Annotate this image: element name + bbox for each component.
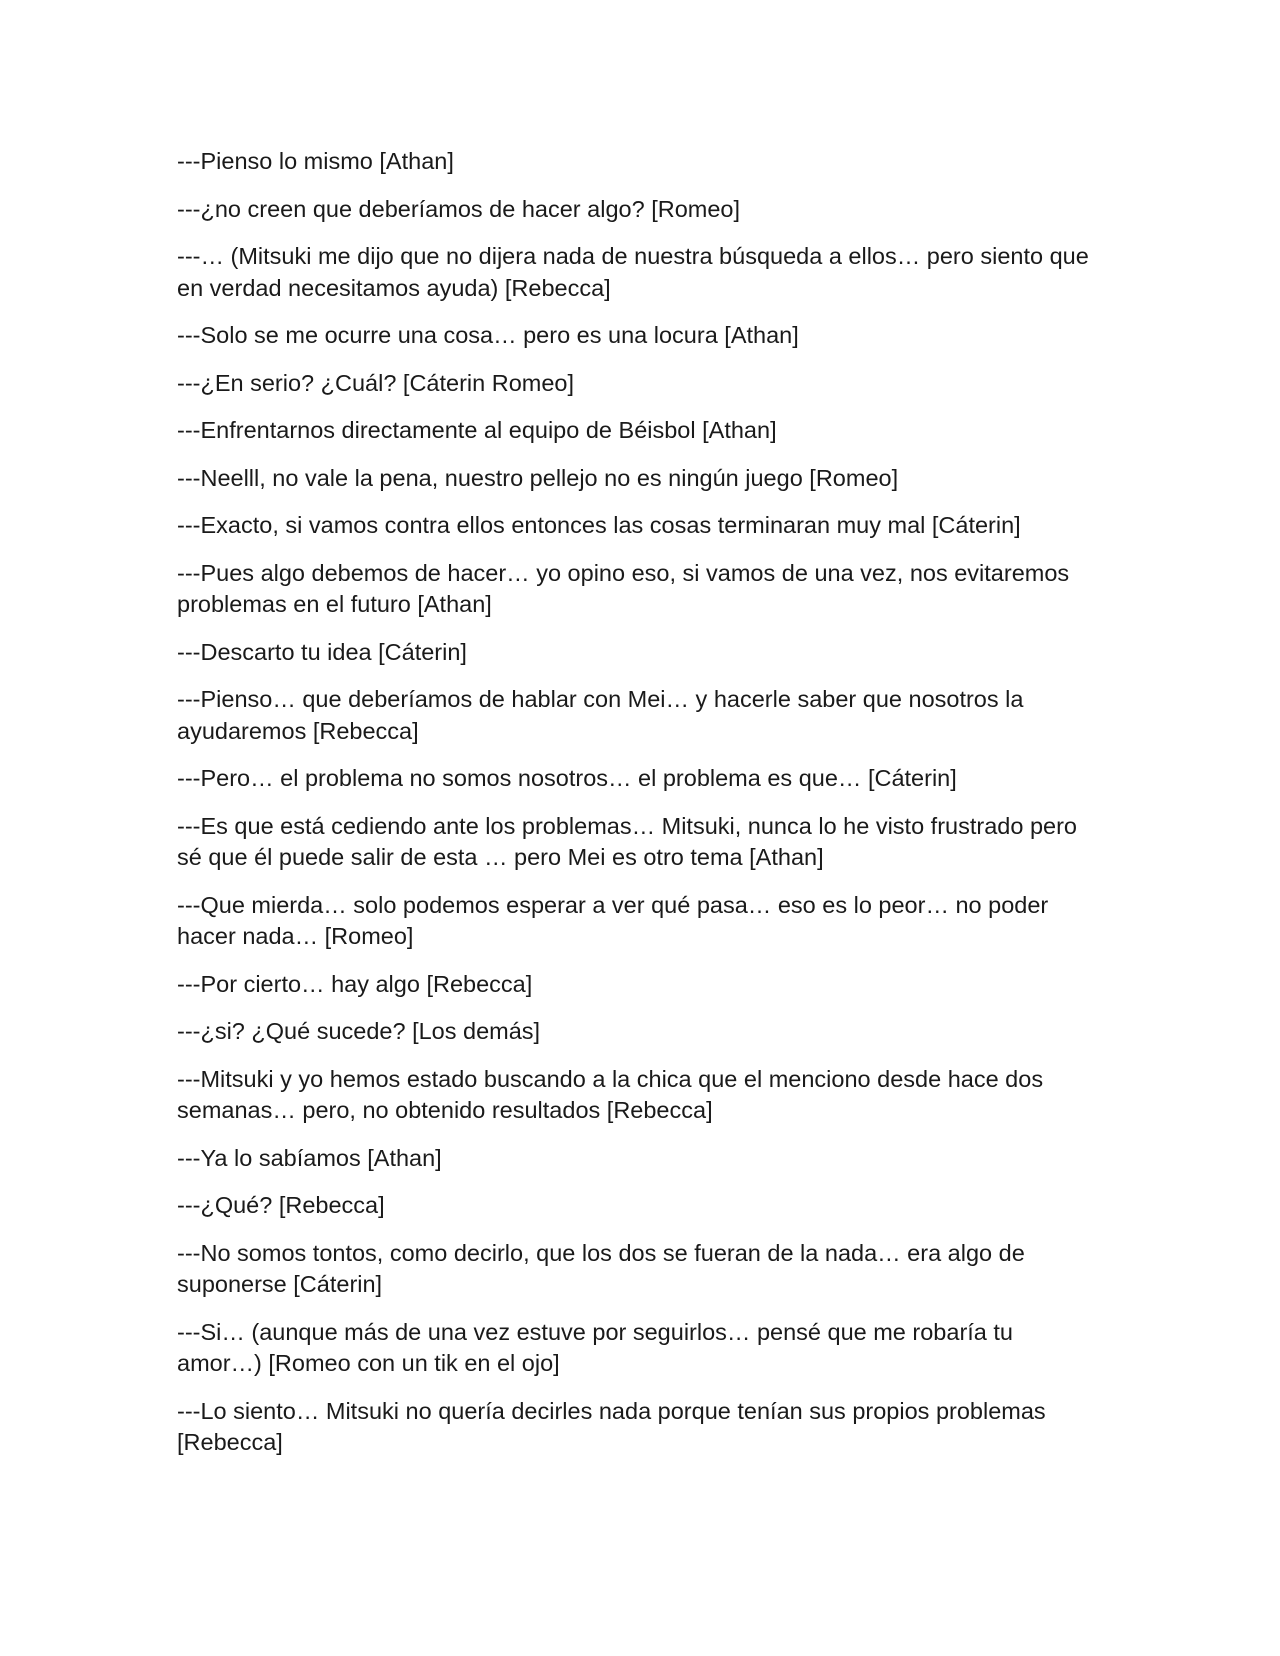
- dialogue-line: ---Neelll, no vale la pena, nuestro pellejo no es ningún juego [Romeo]: [177, 464, 899, 491]
- dialogue-line: ---¿En serio? ¿Cuál? [Cáterin Romeo]: [177, 369, 575, 396]
- dialogue-line: ---Solo se me ocurre una cosa… pero es una locura [Athan]: [177, 322, 799, 348]
- dialogue-line: ---Mitsuki y yo hemos estado buscando a la chica que el menciono desde hace dos semanas… pero, no obtenido resultados [Rebecca]: [177, 1065, 1044, 1123]
- document-body: [177, 146, 1097, 1475]
- dialogue-line: ---Pienso lo mismo [Athan]: [177, 148, 454, 174]
- dialogue-line: ---No somos tontos, como decirlo, que los dos se fueran de la nada… era algo de suponerse [Cáterin]: [177, 1239, 1025, 1297]
- dialogue-line: ---Pero… el problema no somos nosotros… el problema es que… [Cáterin]: [177, 765, 957, 791]
- dialogue-line: ---¿Qué? [Rebecca]: [177, 1192, 385, 1218]
- dialogue-line: ---Si… (aunque más de una vez estuve por seguirlos… pensé que me robaría tu amor…) [Romeo con un tik en el ojo]: [177, 1318, 1013, 1376]
- dialogue-line: ---Pues algo debemos de hacer… yo opino eso, si vamos de una vez, nos evitaremos problemas en el futuro [Athan]: [177, 559, 1070, 617]
- dialogue-line: ---Enfrentarnos directamente al equipo de Béisbol [Athan]: [177, 417, 777, 443]
- dialogue-line: ---Ya lo sabíamos [Athan]: [177, 1144, 442, 1171]
- dialogue-line: ---Es que está cediendo ante los problemas… Mitsuki, nunca lo he visto frustrado pero sé que él puede salir de esta … pero Mei es otro tema [Athan]: [177, 812, 1077, 870]
- dialogue-line: ---¿no creen que deberíamos de hacer algo? [Romeo]: [177, 195, 741, 222]
- dialogue-line: ---Que mierda… solo podemos esperar a ver qué pasa… eso es lo peor… no poder hacer nada… [Romeo]: [177, 891, 1049, 949]
- dialogue-line: ---¿si? ¿Qué sucede? [Los demás]: [177, 1018, 541, 1044]
- dialogue-line: ---Pienso… que deberíamos de hablar con Mei… y hacerle saber que nosotros la ayudaremos [Rebecca]: [177, 686, 1024, 744]
- dialogue-line: ---Descarto tu idea [Cáterin]: [177, 638, 467, 665]
- dialogue-line: ---… (Mitsuki me dijo que no dijera nada de nuestra búsqueda a ellos… pero siento que en verdad necesitamos ayuda) [Rebecca]: [177, 243, 1089, 301]
- dialogue-line: ---Exacto, si vamos contra ellos entonces las cosas terminaran muy mal [Cáterin]: [177, 512, 1021, 538]
- dialogue-line: ---Por cierto… hay algo [Rebecca]: [177, 970, 533, 997]
- dialogue-line: ---Lo siento… Mitsuki no quería decirles nada porque tenían sus propios problemas [Rebecca]: [177, 1397, 1046, 1455]
